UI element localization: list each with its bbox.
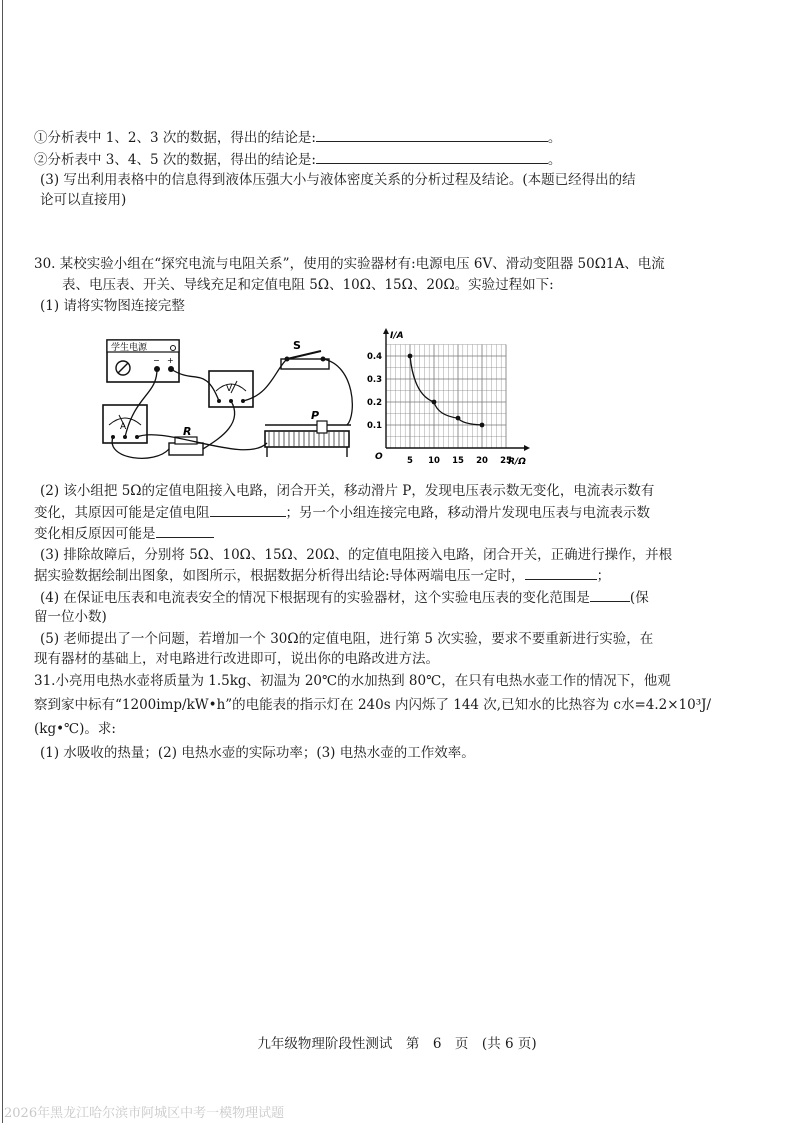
x-tick-label: 10 [428,456,440,466]
svg-text:+: + [167,356,174,365]
q30-part2-text-b: ；另一个小组连接完电路，移动滑片发现电压表与电流表示数 [285,505,650,521]
y-tick-label: 0.2 [366,398,382,408]
q30-part2-line3 [34,524,214,543]
voltmeter-label: V [226,384,233,394]
x-axis-arrow [524,445,530,451]
page-footer: 九年级物理阶段性测试 第 6 页 (共 6 页) [257,1036,537,1052]
q30-part1: (1) 请将实物图连接完整 [40,298,185,314]
origin-label: O [375,452,383,462]
q30-intro-line1: 30. 某校实验小组在“探究电流与电阻关系”，使用的实验器材有:电源电压 6V、滑动变阻器 50Ω1A、电流 [34,256,665,272]
x-tick-label: 5 [407,456,413,466]
rheostat-label: P [311,409,320,422]
y-tick-label: 0.3 [366,375,382,385]
data-point [408,354,413,359]
q30-part4-line1 [40,588,649,607]
q30-part3-line1: (3) 排除故障后，分别将 5Ω、10Ω、15Ω、20Ω、的定值电阻接入电路，闭合开关，正确进行操作，并根 [40,547,673,563]
ammeter [103,405,147,443]
q29-item2-end: 。 [547,152,562,168]
q29-part3-line1: (3) 写出利用表格中的信息得到液体压强大小与液体密度关系的分析过程及结论。(本题已经得出的结 [40,172,636,188]
power-supply-label: 学生电源 [111,343,148,353]
circuit-diagram [95,325,365,475]
q30-intro-line2: 表、电压表、开关、导线充足和定值电阻 5Ω、10Ω、15Ω、20Ω。实验过程如下: [62,277,554,293]
page-left-border [2,0,3,1123]
q31-line4: (1) 水吸收的热量；(2) 电热水壶的实际功率；(3) 电热水壶的工作效率。 [40,745,475,761]
answer-blank[interactable] [210,503,286,517]
answer-blank[interactable] [156,524,214,538]
q31-line1: 31.小亮用电热水壶将质量为 1.5kg、初温为 20℃的水加热到 80℃，在只有电热水壶工作的情况下，他观 [34,673,671,689]
svg-text:−: − [153,356,160,365]
q30-part2-line2 [34,503,650,522]
q30-part4-text-b: (保 [629,590,649,606]
q29-item2 [34,150,561,169]
q29-item1-end: 。 [547,130,562,146]
watermark: 2026年黑龙江哈尔滨市阿城区中考一模物理试题 [4,1106,285,1121]
resistor-label: R [183,425,192,438]
q31-line2: 察到家中标有“1200imp/kW•h”的电能表的指示灯在 240s 内闪烁了 144 次,已知水的比热容为 c水=4.2×10³J/ [34,697,712,713]
switch-label: S [293,339,301,352]
q29-item1-text: ①分析表中 1、2、3 次的数据，得出的结论是: [34,130,316,146]
q29-item2-text: ②分析表中 3、4、5 次的数据，得出的结论是: [34,152,316,168]
data-point [480,423,485,428]
current-resistance-graph [364,326,536,468]
q30-part5-line1: (5) 老师提出了一个问题，若增加一个 30Ω的定值电阻，进行第 5 次实验，要求不要重新进行实验，在 [40,631,654,647]
x-tick-label: 15 [452,456,464,466]
q29-item1 [34,128,561,147]
q30-part4-line2: 留一位小数) [34,609,107,625]
y-tick-label: 0.4 [366,352,382,362]
q30-part3-text-b: ； [596,568,611,584]
y-axis-arrow [383,328,389,334]
q30-part2-line1: (2) 该小组把 5Ω的定值电阻接入电路，闭合开关，移动滑片 P，发现电压表示数无变化，电流表示数有 [40,483,655,499]
rheostat [265,409,351,457]
q29-part3-line2: 论可以直接用) [40,192,127,208]
data-point [432,400,437,405]
q31-line3: (kg•℃)。求: [34,721,116,737]
answer-blank[interactable] [316,128,548,142]
answer-blank[interactable] [316,150,548,164]
q30-part2-text-a: 变化，其原因可能是定值电阻 [34,505,210,521]
q30-part3-line2 [34,566,610,585]
x-tick-label: 25 [500,456,512,466]
ammeter-label: A [120,422,127,432]
power-supply [107,340,179,382]
q30-part3-text-a: 据实验数据绘制出图象，如图所示，根据数据分析得出结论:导体两端电压一定时， [34,568,525,584]
x-axis-label: R/Ω [508,457,526,467]
answer-blank[interactable] [525,566,597,580]
q30-part4-text-a: (4) 在保证电压表和电流表安全的情况下根据现有的实验器材，这个实验电压表的变化范围是 [40,590,590,606]
answer-blank[interactable] [590,588,630,602]
q30-part2-text-c: 变化相反原因可能是 [34,526,156,542]
y-axis-label: I/A [390,331,404,341]
switch [281,339,329,369]
graph-grid [386,345,506,449]
y-tick-label: 0.1 [366,421,382,431]
x-tick-label: 20 [476,456,488,466]
data-point [456,416,461,421]
q30-part5-line2: 现有器材的基础上，对电路进行改进即可，说出你的电路改进方法。 [34,651,439,667]
